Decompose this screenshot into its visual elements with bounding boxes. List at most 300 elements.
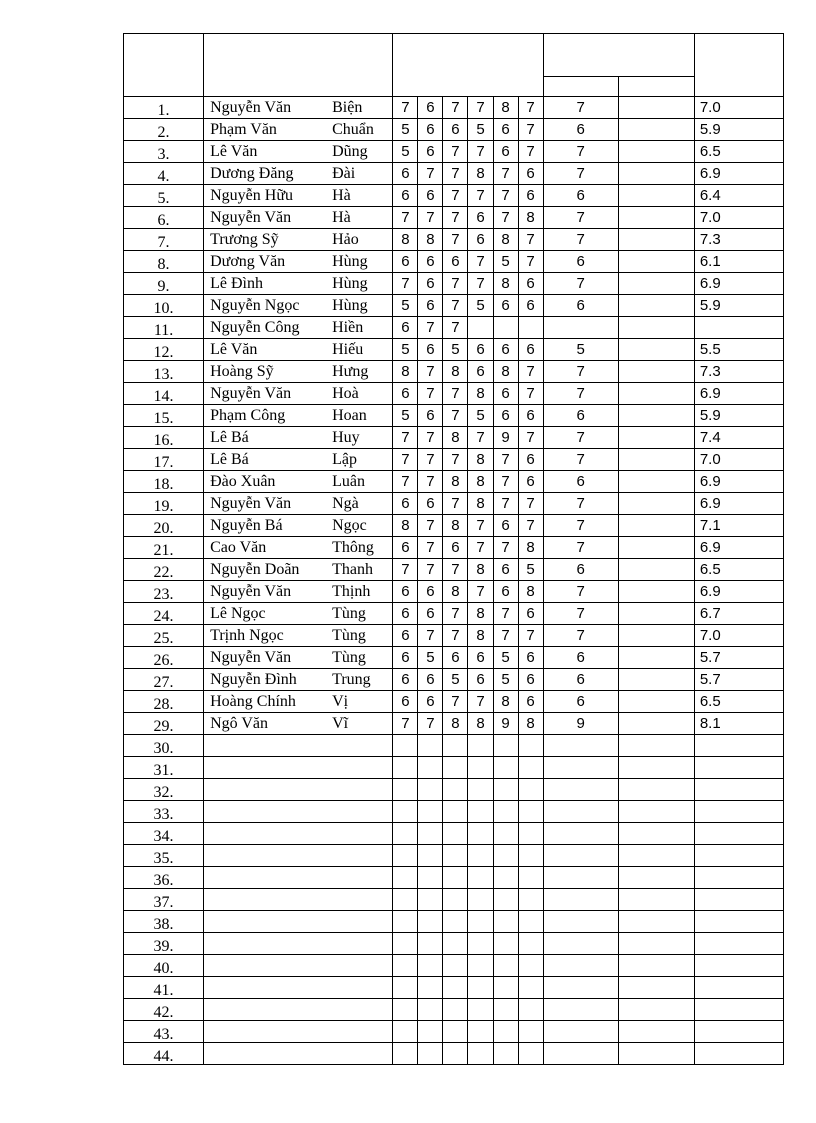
score-cell: 6 bbox=[418, 603, 443, 625]
score-cell: 6 bbox=[468, 647, 493, 669]
score-cell: 8 bbox=[443, 713, 468, 735]
extra-score-cell bbox=[618, 339, 694, 361]
average-score-cell bbox=[694, 999, 783, 1021]
student-name-cell bbox=[204, 999, 393, 1021]
student-first-name: Nguyễn Đình bbox=[210, 670, 297, 688]
score-cell bbox=[493, 779, 518, 801]
student-name-cell bbox=[204, 493, 393, 515]
exam-score-cell: 7 bbox=[543, 537, 618, 559]
score-cell: 7 bbox=[468, 273, 493, 295]
row-index-cell bbox=[124, 405, 204, 427]
average-score-cell: 6.9 bbox=[694, 383, 783, 405]
table-row bbox=[124, 295, 784, 317]
score-cell: 6 bbox=[443, 647, 468, 669]
exam-score-cell bbox=[543, 889, 618, 911]
row-index-cell bbox=[124, 537, 204, 559]
extra-score-cell bbox=[618, 735, 694, 757]
student-name-cell bbox=[204, 823, 393, 845]
student-name-cell bbox=[204, 119, 393, 141]
header-exam-group-cell bbox=[543, 34, 694, 77]
score-cell: 8 bbox=[493, 229, 518, 251]
score-cell bbox=[393, 801, 418, 823]
score-cell bbox=[493, 1043, 518, 1065]
student-first-name: Lê Đình bbox=[210, 274, 263, 292]
row-index-cell bbox=[124, 911, 204, 933]
score-cell bbox=[443, 999, 468, 1021]
header-scores-cell bbox=[393, 34, 543, 97]
score-cell: 6 bbox=[468, 361, 493, 383]
extra-score-cell bbox=[618, 1021, 694, 1043]
extra-score-cell bbox=[618, 669, 694, 691]
score-cell: 8 bbox=[468, 471, 493, 493]
header-exam-cell bbox=[543, 77, 618, 97]
student-given-name: Vĩ bbox=[332, 714, 349, 732]
student-given-name: Hoan bbox=[332, 406, 367, 424]
student-name-cell bbox=[204, 361, 393, 383]
table-row bbox=[124, 845, 784, 867]
score-cell: 7 bbox=[393, 713, 418, 735]
average-score-cell: 6.9 bbox=[694, 581, 783, 603]
table-row bbox=[124, 119, 784, 141]
score-cell: 6 bbox=[518, 449, 543, 471]
score-cell: 8 bbox=[468, 449, 493, 471]
score-cell: 7 bbox=[468, 427, 493, 449]
average-score-cell: 6.9 bbox=[694, 537, 783, 559]
score-cell: 6 bbox=[518, 295, 543, 317]
score-cell: 6 bbox=[518, 691, 543, 713]
student-first-name: Nguyễn Văn bbox=[210, 98, 292, 116]
row-index-cell bbox=[124, 515, 204, 537]
average-score-cell: 6.5 bbox=[694, 691, 783, 713]
table-row bbox=[124, 647, 784, 669]
exam-score-cell: 6 bbox=[543, 669, 618, 691]
score-cell: 6 bbox=[468, 669, 493, 691]
score-cell: 7 bbox=[443, 691, 468, 713]
exam-score-cell: 6 bbox=[543, 251, 618, 273]
extra-score-cell bbox=[618, 933, 694, 955]
row-index: 18. bbox=[153, 476, 174, 493]
student-name-cell bbox=[204, 97, 393, 119]
score-cell: 7 bbox=[443, 449, 468, 471]
score-cell bbox=[443, 757, 468, 779]
row-index: 5. bbox=[157, 190, 170, 207]
score-cell bbox=[468, 317, 493, 339]
score-cell bbox=[443, 911, 468, 933]
score-cell bbox=[418, 823, 443, 845]
extra-score-cell bbox=[618, 779, 694, 801]
score-cell bbox=[518, 1043, 543, 1065]
score-cell: 8 bbox=[393, 515, 418, 537]
score-cell: 7 bbox=[493, 163, 518, 185]
score-cell: 7 bbox=[418, 713, 443, 735]
row-index: 9. bbox=[157, 278, 170, 295]
score-cell: 6 bbox=[393, 537, 418, 559]
score-cell: 7 bbox=[443, 163, 468, 185]
score-cell: 8 bbox=[518, 207, 543, 229]
student-first-name: Phạm Công bbox=[210, 406, 286, 424]
average-score-cell: 5.5 bbox=[694, 339, 783, 361]
student-first-name: Nguyễn Bá bbox=[210, 516, 283, 534]
student-first-name: Lê Văn bbox=[210, 142, 258, 160]
row-index-cell bbox=[124, 669, 204, 691]
student-first-name: Trịnh Ngọc bbox=[210, 626, 284, 644]
extra-score-cell bbox=[618, 603, 694, 625]
score-cell: 6 bbox=[393, 625, 418, 647]
extra-score-cell bbox=[618, 493, 694, 515]
score-cell: 7 bbox=[443, 625, 468, 647]
extra-score-cell bbox=[618, 581, 694, 603]
score-cell: 7 bbox=[468, 581, 493, 603]
average-score-cell bbox=[694, 1021, 783, 1043]
table-row bbox=[124, 471, 784, 493]
exam-score-cell: 6 bbox=[543, 295, 618, 317]
row-index: 41. bbox=[153, 982, 174, 999]
student-given-name: Ngọc bbox=[332, 516, 367, 534]
score-cell: 6 bbox=[493, 405, 518, 427]
score-cell: 7 bbox=[418, 163, 443, 185]
row-index-cell bbox=[124, 97, 204, 119]
student-first-name: Dương Đăng bbox=[210, 164, 294, 182]
extra-score-cell bbox=[618, 119, 694, 141]
exam-score-cell: 7 bbox=[543, 493, 618, 515]
row-index-cell bbox=[124, 977, 204, 999]
average-score-cell: 5.9 bbox=[694, 119, 783, 141]
exam-score-cell bbox=[543, 779, 618, 801]
score-cell: 7 bbox=[518, 119, 543, 141]
student-first-name: Trương Sỹ bbox=[210, 230, 279, 248]
score-cell bbox=[418, 933, 443, 955]
row-index-cell bbox=[124, 339, 204, 361]
row-index-cell bbox=[124, 823, 204, 845]
student-name-cell bbox=[204, 603, 393, 625]
average-score-cell: 6.9 bbox=[694, 493, 783, 515]
student-first-name: Lê Văn bbox=[210, 340, 258, 358]
score-cell: 8 bbox=[443, 427, 468, 449]
score-cell: 6 bbox=[468, 339, 493, 361]
table-row bbox=[124, 515, 784, 537]
score-cell: 8 bbox=[468, 559, 493, 581]
exam-score-cell: 6 bbox=[543, 471, 618, 493]
average-score-cell bbox=[694, 867, 783, 889]
score-cell: 6 bbox=[418, 141, 443, 163]
exam-score-cell: 7 bbox=[543, 383, 618, 405]
row-index-cell bbox=[124, 735, 204, 757]
score-cell bbox=[493, 955, 518, 977]
score-cell: 7 bbox=[418, 471, 443, 493]
score-cell: 8 bbox=[518, 581, 543, 603]
row-index-cell bbox=[124, 295, 204, 317]
student-given-name: Thanh bbox=[332, 560, 373, 578]
score-cell: 6 bbox=[393, 493, 418, 515]
student-given-name: Tùng bbox=[332, 604, 366, 622]
row-index-cell bbox=[124, 273, 204, 295]
row-index-cell bbox=[124, 471, 204, 493]
score-cell: 7 bbox=[418, 449, 443, 471]
score-cell bbox=[443, 779, 468, 801]
table-row bbox=[124, 537, 784, 559]
extra-score-cell bbox=[618, 295, 694, 317]
score-cell: 6 bbox=[518, 273, 543, 295]
score-cell: 8 bbox=[468, 163, 493, 185]
score-cell: 8 bbox=[393, 361, 418, 383]
average-score-cell: 7.0 bbox=[694, 449, 783, 471]
student-name-cell bbox=[204, 273, 393, 295]
score-cell bbox=[468, 757, 493, 779]
score-cell bbox=[493, 1021, 518, 1043]
score-cell: 8 bbox=[418, 229, 443, 251]
average-score-cell: 6.5 bbox=[694, 141, 783, 163]
header-name-cell bbox=[204, 34, 393, 97]
score-cell: 7 bbox=[493, 603, 518, 625]
score-cell bbox=[493, 801, 518, 823]
row-index: 42. bbox=[153, 1004, 174, 1021]
student-given-name: Hoà bbox=[332, 384, 359, 402]
score-cell: 7 bbox=[493, 625, 518, 647]
score-cell: 7 bbox=[418, 625, 443, 647]
student-given-name: Hiếu bbox=[332, 340, 364, 358]
score-cell bbox=[418, 911, 443, 933]
row-index-cell bbox=[124, 119, 204, 141]
score-cell: 7 bbox=[393, 449, 418, 471]
exam-score-cell: 7 bbox=[543, 515, 618, 537]
student-given-name: Hà bbox=[332, 208, 351, 226]
score-cell: 7 bbox=[418, 559, 443, 581]
extra-score-cell bbox=[618, 955, 694, 977]
row-index-cell bbox=[124, 647, 204, 669]
row-index-cell bbox=[124, 449, 204, 471]
score-cell: 8 bbox=[493, 97, 518, 119]
average-score-cell bbox=[694, 911, 783, 933]
score-cell: 6 bbox=[418, 669, 443, 691]
exam-score-cell: 7 bbox=[543, 163, 618, 185]
score-cell: 6 bbox=[493, 141, 518, 163]
score-cell: 7 bbox=[518, 427, 543, 449]
average-score-cell: 6.4 bbox=[694, 185, 783, 207]
exam-score-cell bbox=[543, 1021, 618, 1043]
row-index-cell bbox=[124, 801, 204, 823]
student-given-name: Hà bbox=[332, 186, 351, 204]
score-cell: 8 bbox=[443, 515, 468, 537]
student-name-cell bbox=[204, 163, 393, 185]
average-score-cell bbox=[694, 779, 783, 801]
score-cell: 8 bbox=[468, 383, 493, 405]
score-cell: 6 bbox=[493, 119, 518, 141]
row-index-cell bbox=[124, 955, 204, 977]
row-index: 22. bbox=[153, 564, 174, 581]
row-index-cell bbox=[124, 493, 204, 515]
student-first-name: Nguyễn Văn bbox=[210, 648, 292, 666]
score-cell bbox=[393, 933, 418, 955]
exam-score-cell bbox=[543, 823, 618, 845]
row-index-cell bbox=[124, 999, 204, 1021]
table-row bbox=[124, 185, 784, 207]
score-cell: 7 bbox=[468, 185, 493, 207]
row-index: 25. bbox=[153, 630, 174, 647]
score-cell: 5 bbox=[493, 647, 518, 669]
extra-score-cell bbox=[618, 1043, 694, 1065]
score-cell: 8 bbox=[468, 603, 493, 625]
row-index: 17. bbox=[153, 454, 174, 471]
table-row bbox=[124, 933, 784, 955]
row-index: 29. bbox=[153, 718, 174, 735]
extra-score-cell bbox=[618, 185, 694, 207]
score-cell: 7 bbox=[418, 427, 443, 449]
extra-score-cell bbox=[618, 757, 694, 779]
score-cell bbox=[493, 317, 518, 339]
student-name-cell bbox=[204, 955, 393, 977]
row-index: 14. bbox=[153, 388, 174, 405]
average-score-cell: 6.7 bbox=[694, 603, 783, 625]
score-cell: 7 bbox=[468, 537, 493, 559]
score-cell: 7 bbox=[468, 97, 493, 119]
average-score-cell bbox=[694, 933, 783, 955]
score-cell: 5 bbox=[518, 559, 543, 581]
row-index-cell bbox=[124, 1043, 204, 1065]
score-cell bbox=[468, 955, 493, 977]
row-index: 27. bbox=[153, 674, 174, 691]
student-first-name: Nguyễn Doãn bbox=[210, 560, 300, 578]
student-name-cell bbox=[204, 625, 393, 647]
row-index: 23. bbox=[153, 586, 174, 603]
score-cell bbox=[493, 867, 518, 889]
table-row bbox=[124, 141, 784, 163]
score-cell bbox=[468, 779, 493, 801]
score-cell: 6 bbox=[393, 317, 418, 339]
student-first-name: Nguyễn Văn bbox=[210, 494, 292, 512]
score-cell bbox=[418, 779, 443, 801]
student-given-name: Dũng bbox=[332, 142, 368, 160]
student-name-cell bbox=[204, 207, 393, 229]
average-score-cell bbox=[694, 977, 783, 999]
extra-score-cell bbox=[618, 713, 694, 735]
score-cell bbox=[518, 823, 543, 845]
score-cell: 6 bbox=[418, 493, 443, 515]
student-name-cell bbox=[204, 339, 393, 361]
average-score-cell bbox=[694, 317, 783, 339]
row-index: 40. bbox=[153, 960, 174, 977]
score-cell bbox=[418, 999, 443, 1021]
score-cell bbox=[518, 955, 543, 977]
average-score-cell: 6.9 bbox=[694, 471, 783, 493]
row-index: 3. bbox=[157, 146, 170, 163]
score-cell: 5 bbox=[393, 405, 418, 427]
score-cell: 7 bbox=[443, 493, 468, 515]
score-cell bbox=[493, 889, 518, 911]
score-cell: 5 bbox=[468, 295, 493, 317]
score-cell: 7 bbox=[493, 449, 518, 471]
score-cell bbox=[468, 801, 493, 823]
score-cell: 6 bbox=[493, 559, 518, 581]
score-cell bbox=[518, 757, 543, 779]
table-row bbox=[124, 581, 784, 603]
score-cell bbox=[468, 1043, 493, 1065]
extra-score-cell bbox=[618, 141, 694, 163]
score-cell: 7 bbox=[393, 559, 418, 581]
score-cell bbox=[468, 867, 493, 889]
score-cell: 6 bbox=[518, 185, 543, 207]
score-cell: 7 bbox=[418, 361, 443, 383]
score-cell: 8 bbox=[443, 471, 468, 493]
exam-score-cell bbox=[543, 999, 618, 1021]
extra-score-cell bbox=[618, 361, 694, 383]
student-name-cell bbox=[204, 669, 393, 691]
student-first-name: Dương Văn bbox=[210, 252, 286, 270]
score-cell bbox=[443, 801, 468, 823]
row-index-cell bbox=[124, 603, 204, 625]
student-name-cell bbox=[204, 471, 393, 493]
score-cell: 7 bbox=[468, 141, 493, 163]
score-cell bbox=[518, 317, 543, 339]
score-cell: 7 bbox=[518, 383, 543, 405]
score-cell: 9 bbox=[493, 427, 518, 449]
table-row bbox=[124, 493, 784, 515]
score-cell: 5 bbox=[418, 647, 443, 669]
student-name-cell bbox=[204, 383, 393, 405]
row-index: 28. bbox=[153, 696, 174, 713]
student-given-name: Ngà bbox=[332, 494, 359, 512]
row-index-cell bbox=[124, 757, 204, 779]
score-cell bbox=[418, 1021, 443, 1043]
extra-score-cell bbox=[618, 889, 694, 911]
score-cell bbox=[518, 911, 543, 933]
exam-score-cell: 7 bbox=[543, 207, 618, 229]
student-name-cell bbox=[204, 229, 393, 251]
score-cell: 6 bbox=[393, 647, 418, 669]
score-cell bbox=[493, 845, 518, 867]
row-index-cell bbox=[124, 845, 204, 867]
score-cell bbox=[468, 1021, 493, 1043]
extra-score-cell bbox=[618, 691, 694, 713]
score-cell: 6 bbox=[468, 207, 493, 229]
header-row-top bbox=[124, 34, 784, 77]
exam-score-cell: 7 bbox=[543, 449, 618, 471]
extra-score-cell bbox=[618, 229, 694, 251]
score-cell: 7 bbox=[393, 427, 418, 449]
score-cell: 7 bbox=[418, 207, 443, 229]
score-cell: 7 bbox=[518, 361, 543, 383]
row-index-cell bbox=[124, 317, 204, 339]
average-score-cell bbox=[694, 1043, 783, 1065]
row-index-cell bbox=[124, 867, 204, 889]
row-index-cell bbox=[124, 1021, 204, 1043]
extra-score-cell bbox=[618, 383, 694, 405]
score-cell bbox=[443, 735, 468, 757]
score-cell bbox=[418, 845, 443, 867]
student-given-name: Huy bbox=[332, 428, 360, 446]
score-cell: 6 bbox=[393, 383, 418, 405]
table-row bbox=[124, 625, 784, 647]
average-score-cell bbox=[694, 801, 783, 823]
score-cell: 8 bbox=[468, 713, 493, 735]
score-cell bbox=[518, 779, 543, 801]
score-cell: 7 bbox=[393, 207, 418, 229]
score-cell: 7 bbox=[518, 97, 543, 119]
score-cell: 7 bbox=[443, 559, 468, 581]
student-first-name: Cao Văn bbox=[210, 538, 267, 556]
row-index: 35. bbox=[153, 850, 174, 867]
score-cell bbox=[468, 933, 493, 955]
score-cell bbox=[443, 933, 468, 955]
score-cell: 7 bbox=[443, 229, 468, 251]
student-given-name: Vị bbox=[332, 692, 349, 710]
score-cell: 7 bbox=[443, 185, 468, 207]
score-cell bbox=[418, 889, 443, 911]
student-name-cell bbox=[204, 559, 393, 581]
student-name-cell bbox=[204, 295, 393, 317]
exam-score-cell: 7 bbox=[543, 273, 618, 295]
score-cell: 5 bbox=[493, 251, 518, 273]
student-first-name: Lê Bá bbox=[210, 450, 249, 468]
